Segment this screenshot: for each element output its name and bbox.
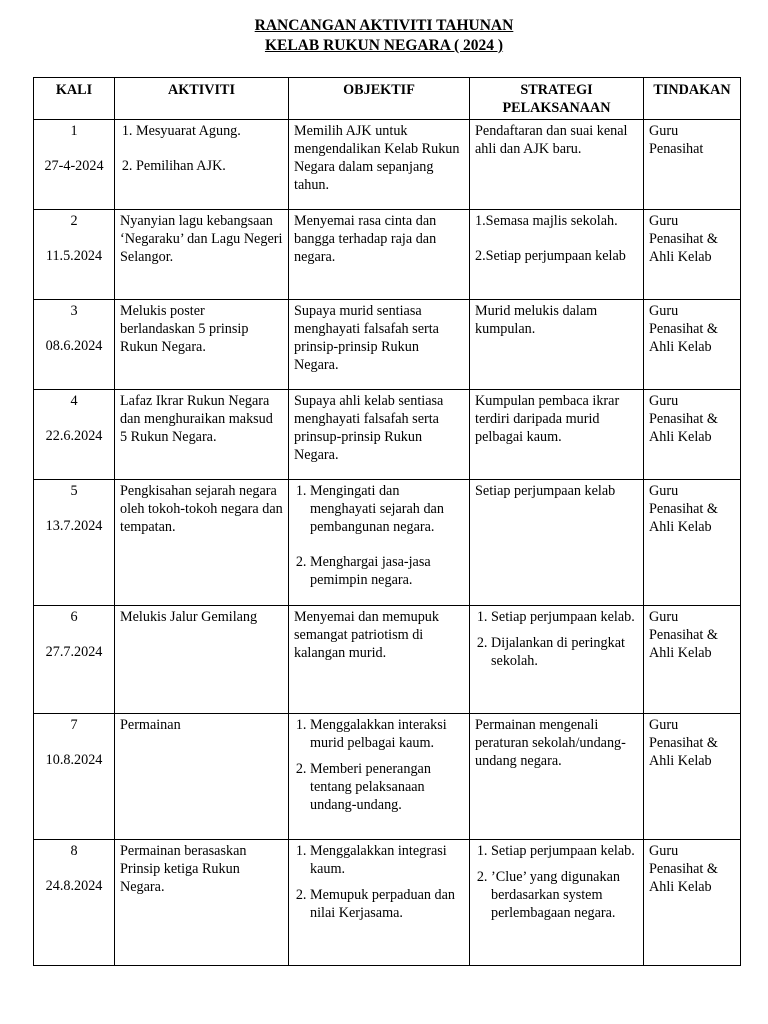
document-header: [0, 16, 768, 56]
objektif-cell: Supaya ahli kelab sentiasa menghayati falsafah serta prinsup-prinsip Rukun Negara.: [289, 390, 470, 480]
activity-table: [33, 77, 741, 966]
kali-date: 24.8.2024: [45, 878, 103, 894]
kali-number: 8: [70, 843, 78, 859]
kali-number: 5: [70, 483, 78, 499]
kali-cell: [34, 300, 115, 390]
list-item: 2. Dijalankan di peringkat sekolah.: [491, 634, 638, 670]
table-row: [34, 300, 741, 390]
kali-cell: [34, 606, 115, 714]
aktiviti-cell: Melukis poster berlandaskan 5 prinsip Rukun Negara.: [115, 300, 289, 390]
list-item: 2. Memberi penerangan tentang pelaksanaan undang-undang.: [310, 760, 464, 814]
aktiviti-cell: Permainan: [115, 714, 289, 840]
list-item: 1. Setiap perjumpaan kelab.: [491, 842, 638, 860]
objektif-cell: [289, 714, 470, 840]
column-header-kali: KALI: [34, 78, 115, 120]
table-row: [34, 714, 741, 840]
objektif-cell: Menyemai dan memupuk semangat patriotism di kalangan murid.: [289, 606, 470, 714]
kali-number: 3: [70, 303, 78, 319]
strategi-cell: Setiap perjumpaan kelab: [470, 480, 644, 606]
list-item: 2. ’Clue’ yang digunakan berdasarkan system perlembagaan negara.: [491, 868, 638, 922]
list-item: 2. Menghargai jasa-jasa pemimpin negara.: [310, 553, 464, 589]
list-item: 2. Pemilihan AJK.: [136, 157, 283, 175]
list-item: 1. Mengingati dan menghayati sejarah dan pembangunan negara.: [310, 482, 464, 536]
kali-cell: [34, 840, 115, 966]
kali-date: 08.6.2024: [45, 338, 103, 354]
strategi-cell: [470, 210, 644, 300]
tindakan-cell: Guru Penasihat & Ahli Kelab: [644, 210, 741, 300]
kali-number: 4: [70, 393, 78, 409]
table-row: [34, 606, 741, 714]
kali-cell: [34, 120, 115, 210]
aktiviti-cell: Pengkisahan sejarah negara oleh tokoh-tokoh negara dan tempatan.: [115, 480, 289, 606]
objektif-cell: Menyemai rasa cinta dan bangga terhadap raja dan negara.: [289, 210, 470, 300]
objektif-cell: Memilih AJK untuk mengendalikan Kelab Rukun Negara dalam sepanjang tahun.: [289, 120, 470, 210]
aktiviti-cell: Nyanyian lagu kebangsaan ‘Negaraku’ dan Lagu Negeri Selangor.: [115, 210, 289, 300]
tindakan-cell: Guru Penasihat & Ahli Kelab: [644, 714, 741, 840]
kali-date: 22.6.2024: [45, 428, 103, 444]
list-item: 1.Semasa majlis sekolah.: [475, 213, 618, 229]
strategi-cell: Kumpulan pembaca ikrar terdiri daripada murid pelbagai kaum.: [470, 390, 644, 480]
tindakan-cell: Guru Penasihat: [644, 120, 741, 210]
kali-date: 11.5.2024: [45, 248, 103, 264]
strategi-cell: Murid melukis dalam kumpulan.: [470, 300, 644, 390]
kali-cell: [34, 210, 115, 300]
objektif-cell: [289, 480, 470, 606]
kali-date: 10.8.2024: [45, 752, 103, 768]
table-row: [34, 390, 741, 480]
list-item: 1. Menggalakkan interaksi murid pelbagai kaum.: [310, 716, 464, 752]
table-row: [34, 120, 741, 210]
kali-number: 1: [70, 123, 78, 139]
column-header-tindakan: TINDAKAN: [644, 78, 741, 120]
kali-date: 27.7.2024: [45, 644, 103, 660]
list-item: 2. Memupuk perpaduan dan nilai Kerjasama.: [310, 886, 464, 922]
strategi-cell: Pendaftaran dan suai kenal ahli dan AJK baru.: [470, 120, 644, 210]
list-item: 1. Mesyuarat Agung.: [136, 122, 283, 140]
kali-cell: [34, 390, 115, 480]
aktiviti-cell: Lafaz Ikrar Rukun Negara dan menghuraikan maksud 5 Rukun Negara.: [115, 390, 289, 480]
objektif-cell: Supaya murid sentiasa menghayati falsafah serta prinsip-prinsip Rukun Negara.: [289, 300, 470, 390]
list-item: 1. Setiap perjumpaan kelab.: [491, 608, 638, 626]
list-item: 1. Menggalakkan integrasi kaum.: [310, 842, 464, 878]
kali-number: 6: [70, 609, 78, 625]
list-item: 2.Setiap perjumpaan kelab: [475, 248, 626, 264]
tindakan-cell: Guru Penasihat & Ahli Kelab: [644, 390, 741, 480]
tindakan-cell: Guru Penasihat & Ahli Kelab: [644, 480, 741, 606]
kali-number: 7: [70, 717, 78, 733]
strategi-cell: Permainan mengenali peraturan sekolah/undang-undang negara.: [470, 714, 644, 840]
tindakan-cell: Guru Penasihat & Ahli Kelab: [644, 606, 741, 714]
table-row: [34, 840, 741, 966]
kali-cell: [34, 714, 115, 840]
table-row: [34, 210, 741, 300]
kali-cell: [34, 480, 115, 606]
aktiviti-cell: Permainan berasaskan Prinsip ketiga Rukun Negara.: [115, 840, 289, 966]
tindakan-cell: Guru Penasihat & Ahli Kelab: [644, 300, 741, 390]
document-title: RANCANGAN AKTIVITI TAHUNAN: [254, 17, 514, 34]
column-header-aktiviti: AKTIVITI: [115, 78, 289, 120]
aktiviti-cell: [115, 120, 289, 210]
objektif-cell: [289, 840, 470, 966]
column-header-objektif: OBJEKTIF: [289, 78, 470, 120]
kali-date: 27-4-2024: [44, 158, 104, 174]
column-header-strategi: STRATEGI PELAKSANAAN: [470, 78, 644, 120]
kali-date: 13.7.2024: [45, 518, 103, 534]
aktiviti-cell: Melukis Jalur Gemilang: [115, 606, 289, 714]
document-subtitle: KELAB RUKUN NEGARA ( 2024 ): [264, 37, 504, 54]
tindakan-cell: Guru Penasihat & Ahli Kelab: [644, 840, 741, 966]
strategi-cell: [470, 606, 644, 714]
strategi-cell: [470, 840, 644, 966]
table-header-row: [34, 78, 741, 120]
kali-number: 2: [70, 213, 78, 229]
table-row: [34, 480, 741, 606]
